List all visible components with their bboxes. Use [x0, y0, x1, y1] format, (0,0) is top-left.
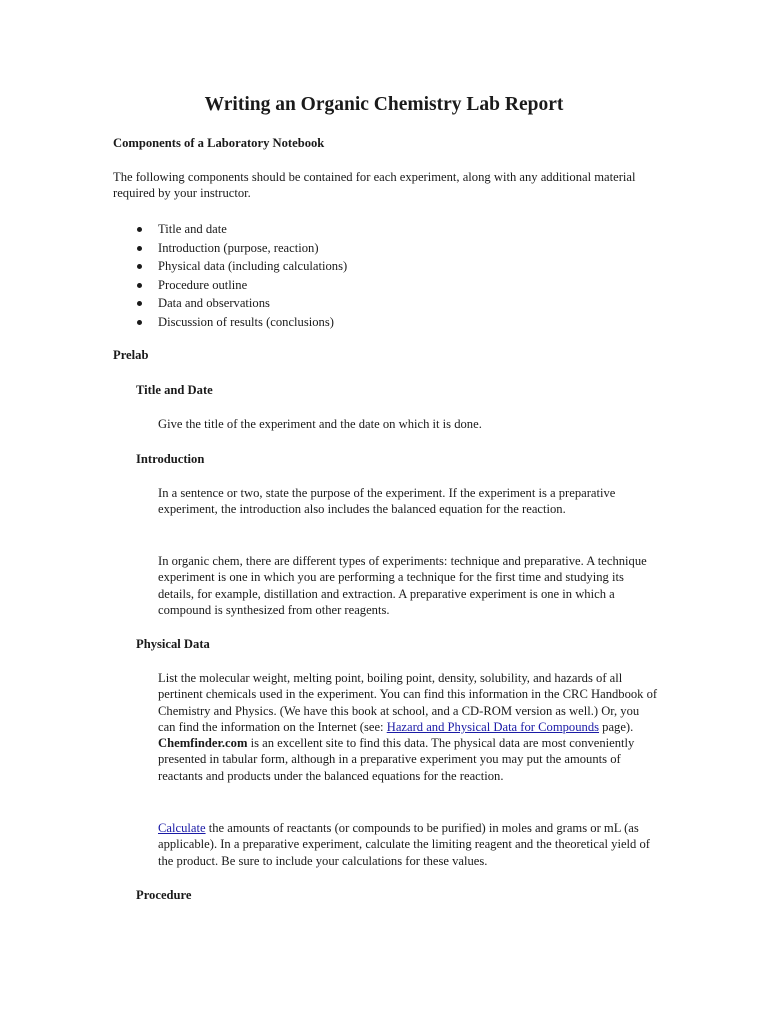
physical-data-paragraph-2: Calculate the amounts of reactants (or compounds to be purified) in moles and grams or mL (as applicable). In a preparative experiment, calculate the limiting reagent and the theoretical yield of the product. Be sure to include your calculations for these values. — [158, 821, 650, 868]
prelab-heading: Prelab — [113, 348, 149, 362]
bullet-icon — [137, 301, 142, 306]
introduction-paragraph-1: In a sentence or two, state the purpose of the experiment. If the experiment is a preparative experiment, the introduction also includes the balanced equation for the reaction. — [158, 486, 616, 517]
bullet-icon — [137, 227, 142, 232]
list-item: Introduction (purpose, reaction) — [113, 240, 347, 259]
chemfinder-name: Chemfinder.com — [158, 736, 248, 751]
title-date-text: Give the title of the experiment and the date on which it is done. — [158, 417, 482, 431]
bullet-icon — [137, 320, 142, 325]
bullet-icon — [137, 264, 142, 269]
list-item: Physical data (including calculations) — [113, 258, 347, 277]
calculate-link[interactable]: Calculate — [158, 821, 206, 835]
components-list — [113, 221, 347, 333]
components-intro: The following components should be contained for each experiment, along with any additional material required by your instructor. — [113, 170, 636, 201]
list-item: Data and observations — [113, 295, 347, 314]
introduction-heading: Introduction — [136, 452, 205, 466]
title-date-heading: Title and Date — [136, 383, 213, 397]
list-item: Procedure outline — [113, 277, 347, 296]
physical-data-heading: Physical Data — [136, 637, 210, 651]
physical-data-paragraph-1: List the molecular weight, melting point, boiling point, density, solubility, and hazards of all pertinent chemicals used in the experiment. You can find this information in the CRC Handbook of Chemistry and Physics. (We have this book at school, and a CD-ROM version as well.) Or, you can find the information on the Internet (see: Hazard and Physical Data for Compounds page). Chemfinder.com is an excellent site to find this data. The physical data are most conveniently presented in tabular form, although in a preparative experiment you may put the amounts of reactants and products under the balanced equations for the reaction. — [158, 671, 658, 783]
hazard-physical-data-link[interactable]: Hazard and Physical Data for Compounds — [386, 719, 600, 734]
procedure-heading: Procedure — [136, 888, 192, 902]
bullet-icon — [137, 283, 142, 288]
list-item: Title and date — [113, 221, 347, 240]
list-item: Discussion of results (conclusions) — [113, 314, 347, 333]
document-title: Writing an Organic Chemistry Lab Report — [204, 94, 564, 115]
components-heading: Components of a Laboratory Notebook — [113, 136, 325, 150]
bullet-icon — [137, 246, 142, 251]
introduction-paragraph-2: In organic chem, there are different types of experiments: technique and preparative. A technique experiment is one in which you are performing a technique for the first time and studying its details, for example, distillation and extraction. A preparative experiment is one in which a compound is synthesized from other reagents. — [158, 554, 647, 617]
